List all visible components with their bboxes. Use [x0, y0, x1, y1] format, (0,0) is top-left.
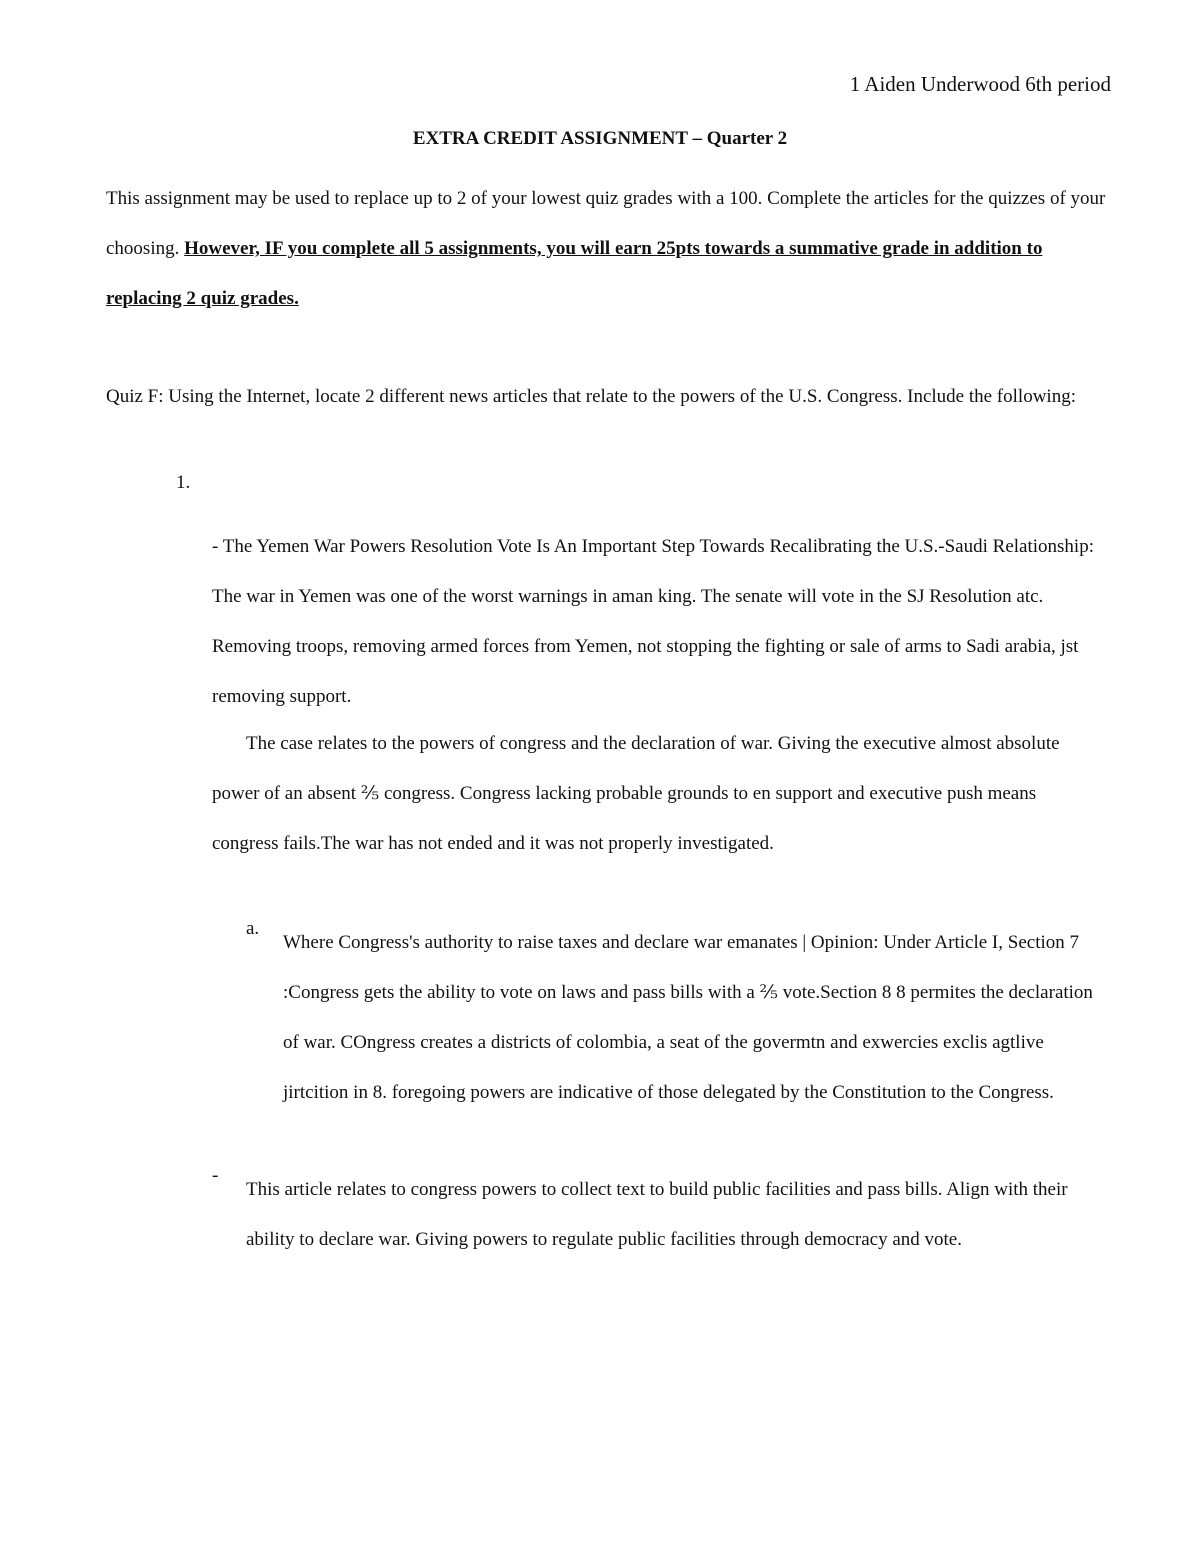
- article-relation-paragraph: [212, 719, 1107, 869]
- page-header: 1 Aiden Underwood 6th period: [849, 72, 1111, 96]
- list-number: 1.: [176, 472, 191, 493]
- assignment-title: EXTRA CREDIT ASSIGNMENT – Quarter 2: [412, 128, 788, 149]
- article-relation-text: The case relates to the powers of congress and the declaration of war. Giving the executive almost absolute power of an absent ⅖ congress. Congress lacking probable grounds to en support and executive push means congress fails.The war has not ended and it was not properly investigated.: [212, 733, 1060, 854]
- article-summary: - The Yemen War Powers Resolution Vote Is An Important Step Towards Recalibrating the U.S.-Saudi Relationship: The war in Yemen was one of the worst warnings in aman king. The senate will vote in the SJ Resolution atc. Removing troops, removing armed forces from Yemen, not stopping the fighting or sale of arms to Sadi arabia, jst removing support.: [212, 536, 1094, 707]
- list-item-a-text: Where Congress's authority to raise taxes and declare war emanates | Opinion: Under Article I, Section 7 :Congress gets the ability to vote on laws and pass bills with a ⅖ vote.Section 8 8 permites the declaration of war. COngress creates a districts of colombia, a seat of the govermtn and exwercies exclis agtlive jirtcition in 8. foregoing powers are indicative of those delegated by the Constitution to the Congress.: [283, 932, 1093, 1103]
- intro-paragraph: [106, 174, 1106, 324]
- dash-item-text: This article relates to congress powers to collect text to build public facilities and pass bills. Align with their ability to declare war. Giving powers to regulate public facilities through democracy and vote.: [246, 1179, 1068, 1250]
- quiz-instructions: Quiz F: Using the Internet, locate 2 different news articles that relate to the powers of the U.S. Congress. Include the following:: [106, 386, 1076, 407]
- intro-text: This assignment may be used to replace up to 2 of your lowest quiz grades with a 100. Complete the articles for the quizzes of your choosing.: [106, 188, 1106, 259]
- intro-emphasis: However, IF you complete all 5 assignments, you will earn 25pts towards a summative grade in addition to replacing 2 quiz grades.: [106, 238, 1043, 309]
- dash-item-marker: -: [212, 1165, 219, 1186]
- list-item-a-marker: a.: [246, 918, 260, 939]
